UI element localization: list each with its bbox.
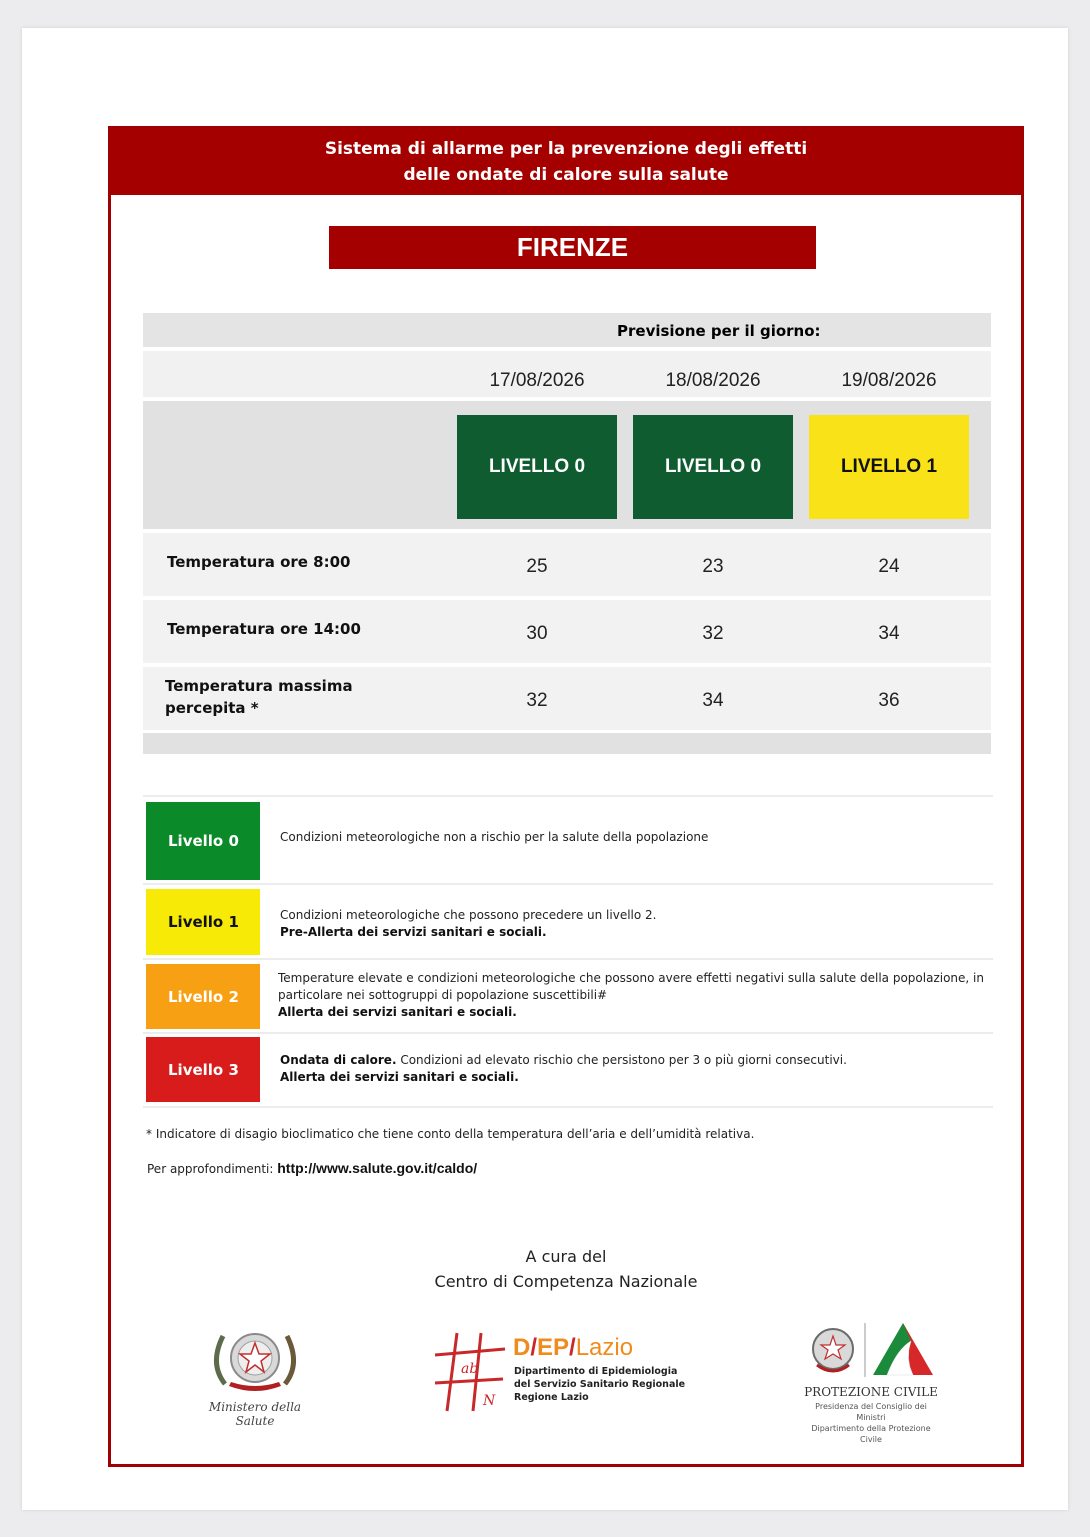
- temp-14-day-1: 30: [526, 623, 548, 644]
- temp-14-day-3: 34: [878, 623, 900, 644]
- salute-caldo-link[interactable]: http://www.salute.gov.it/caldo/: [277, 1160, 478, 1176]
- row-label-temp-14: Temperatura ore 14:00: [167, 620, 361, 638]
- legend-divider: [143, 795, 993, 797]
- legend-level-0-text: Condizioni meteorologiche non a rischio per la salute della popolazione: [280, 830, 709, 844]
- dep-subtitle-line-3: Regione Lazio: [514, 1392, 589, 1403]
- temp-14-day-2: 32: [702, 623, 724, 644]
- legend-level-3-text: [280, 1052, 984, 1086]
- level-badge-day-1: LIVELLO 0: [457, 415, 617, 519]
- dep-title-d: D: [513, 1334, 531, 1361]
- level-badge-day-2: LIVELLO 0: [633, 415, 793, 519]
- protezione-civile-title: PROTEZIONE CIVILE: [804, 1385, 938, 1399]
- temp-8-day-2: 23: [702, 556, 724, 577]
- levels-row: [143, 401, 991, 529]
- header-banner: [111, 129, 1021, 195]
- temp-max-day-2: 34: [702, 690, 724, 711]
- temp-max-day-1: 32: [526, 690, 548, 711]
- dep-lazio-title: D/EP/Lazio: [513, 1334, 634, 1361]
- dep-title-ep: EP: [537, 1334, 570, 1361]
- dep-lazio-subtitle: [514, 1365, 685, 1404]
- legend-level-0-swatch: Livello 0: [146, 802, 260, 880]
- svg-text:N: N: [483, 1393, 496, 1409]
- legend-level-1-action: Pre-Allerta dei servizi sanitari e sociali.: [280, 925, 547, 939]
- header-line-1: Sistema di allarme per la prevenzione degli effetti: [324, 139, 808, 159]
- legend-divider: [143, 1106, 993, 1108]
- dep-subtitle-line-2: del Servizio Sanitario Regionale: [514, 1379, 686, 1390]
- legend-level-2-action: Allerta dei servizi sanitari e sociali.: [278, 1005, 517, 1019]
- legend-level-1-text: [280, 907, 984, 941]
- row-label-temp-max: [165, 675, 415, 719]
- date-day-2: 18/08/2026: [665, 370, 761, 391]
- header-line-2: delle ondate di calore sulla salute: [403, 165, 729, 185]
- legend-divider: [143, 958, 993, 960]
- table-row: [143, 667, 991, 730]
- row-label-temp-max-line-1: Temperatura massima: [165, 677, 353, 695]
- legend-level-2-swatch: Livello 2: [146, 964, 260, 1029]
- more-info-line: [147, 1160, 477, 1176]
- dep-title-lazio: Lazio: [575, 1334, 634, 1361]
- credit-line-1: A cura del: [525, 1247, 607, 1266]
- credit-block: [111, 1244, 1021, 1294]
- legend-level-3-action: Allerta dei servizi sanitari e sociali.: [280, 1070, 519, 1084]
- row-label-temp-max-line-2: percepita *: [165, 699, 259, 717]
- table-row: [143, 600, 991, 663]
- svg-text:ab: ab: [461, 1361, 479, 1377]
- protezione-civile-subtitle: [801, 1401, 941, 1445]
- legend-level-3-lead: Ondata di calore.: [280, 1053, 397, 1067]
- ministero-salute-caption: Ministero della Salute: [208, 1400, 302, 1428]
- more-info-label: Per approfondimenti:: [147, 1162, 278, 1176]
- temp-8-day-1: 25: [526, 556, 548, 577]
- temp-max-day-3: 36: [878, 690, 900, 711]
- credit-line-2: Centro di Competenza Nazionale: [434, 1272, 698, 1291]
- protezione-civile-logo: [801, 1319, 951, 1444]
- row-label-temp-8: Temperatura ore 8:00: [167, 553, 351, 571]
- forecast-heading-row: [143, 313, 991, 347]
- italian-emblem-icon: [195, 1324, 315, 1396]
- legend-level-2-description: Temperature elevate e condizioni meteorologiche che possono avere effetti negativi sulla salute della popolazione, in particolare nei sottogruppi di popolazione suscettibili#: [278, 971, 984, 1002]
- dep-subtitle-line-1: Dipartimento di Epidemiologia: [514, 1366, 678, 1377]
- protezione-civile-emblem-icon: [801, 1319, 941, 1383]
- legend-level-3-swatch: Livello 3: [146, 1037, 260, 1102]
- level-badge-day-3: LIVELLO 1: [809, 415, 969, 519]
- table-footer-band: [143, 733, 991, 754]
- legend-divider: [143, 883, 993, 885]
- dates-row: [143, 351, 991, 397]
- protezione-civile-subtitle-line-1: Presidenza del Consiglio dei Ministri: [815, 1402, 927, 1422]
- date-day-1: 17/08/2026: [489, 370, 585, 391]
- bulletin-frame: [108, 126, 1024, 1467]
- legend-divider: [143, 1032, 993, 1034]
- table-row: [143, 533, 991, 596]
- dep-lazio-logo: [433, 1329, 693, 1419]
- legend-level-2-text: [278, 970, 984, 1021]
- legend-level-3-description: Condizioni ad elevato rischio che persistono per 3 o più giorni consecutivi.: [396, 1053, 847, 1067]
- forecast-heading: Previsione per il giorno:: [617, 322, 821, 340]
- city-title: FIRENZE: [329, 226, 816, 269]
- legend-level-1-description: Condizioni meteorologiche che possono precedere un livello 2.: [280, 908, 657, 922]
- ministero-salute-logo: [195, 1324, 315, 1428]
- temp-8-day-3: 24: [878, 556, 900, 577]
- document-page: [22, 28, 1068, 1510]
- dep-hash-mark-icon: [433, 1329, 509, 1415]
- legend-level-1-swatch: Livello 1: [146, 889, 260, 955]
- protezione-civile-subtitle-line-2: Dipartimento della Protezione Civile: [811, 1424, 931, 1444]
- date-day-3: 19/08/2026: [841, 370, 937, 391]
- indicator-footnote: * Indicatore di disagio bioclimatico che tiene conto della temperatura dell’aria e dell’umidità relativa.: [146, 1127, 755, 1141]
